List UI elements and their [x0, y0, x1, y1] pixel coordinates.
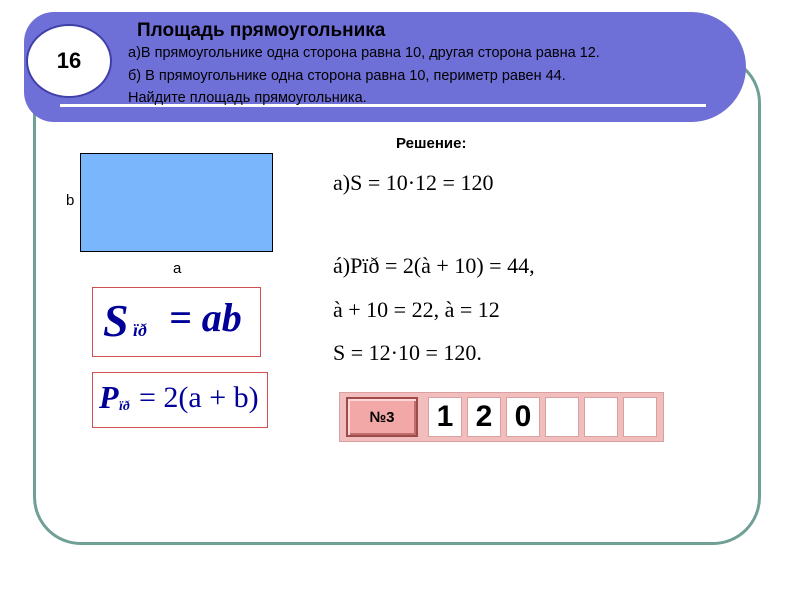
answer-cell[interactable]: [623, 397, 657, 437]
area-formula-lhs: S: [103, 295, 129, 346]
rectangle-figure: [80, 153, 273, 252]
solution-line-b3: S = 12·10 = 120.: [333, 340, 482, 365]
task-number-badge: 16: [26, 24, 112, 98]
task-line-a: а)В прямоугольнике одна сторона равна 10, другая сторона равна 12.: [128, 45, 600, 61]
perimeter-formula-subscript: ïð: [119, 399, 130, 414]
perimeter-formula-box: [92, 372, 268, 428]
solution-line-b1: á)Pïð = 2(à + 10) = 44,: [333, 253, 535, 278]
task-number-button[interactable]: №3: [346, 397, 418, 437]
area-formula-subscript: ïð: [133, 320, 148, 340]
answer-cell[interactable]: 0: [506, 397, 540, 437]
area-formula-box: [92, 287, 261, 357]
area-formula-rhs: = ab: [169, 295, 242, 340]
task-line-b: б) В прямоугольнике одна сторона равна 10, периметр равен 44.: [128, 68, 566, 84]
task-title: Площадь прямоугольника: [137, 20, 386, 41]
solution-line-a: a)S = 10·12 = 120: [333, 170, 494, 195]
side-b-label: b: [66, 192, 75, 209]
solution-line-b2: à + 10 = 22, à = 12: [333, 297, 500, 322]
solution-title: Решение:: [396, 135, 467, 152]
task-line-question: Найдите площадь прямоугольника.: [128, 90, 367, 106]
perimeter-formula-rhs: = 2(a + b): [139, 381, 259, 414]
perimeter-formula-lhs: P: [99, 379, 119, 415]
side-a-label: a: [173, 260, 182, 277]
answer-cell[interactable]: [545, 397, 579, 437]
answer-cell[interactable]: 1: [428, 397, 462, 437]
answer-cell[interactable]: [584, 397, 618, 437]
answer-cell[interactable]: 2: [467, 397, 501, 437]
